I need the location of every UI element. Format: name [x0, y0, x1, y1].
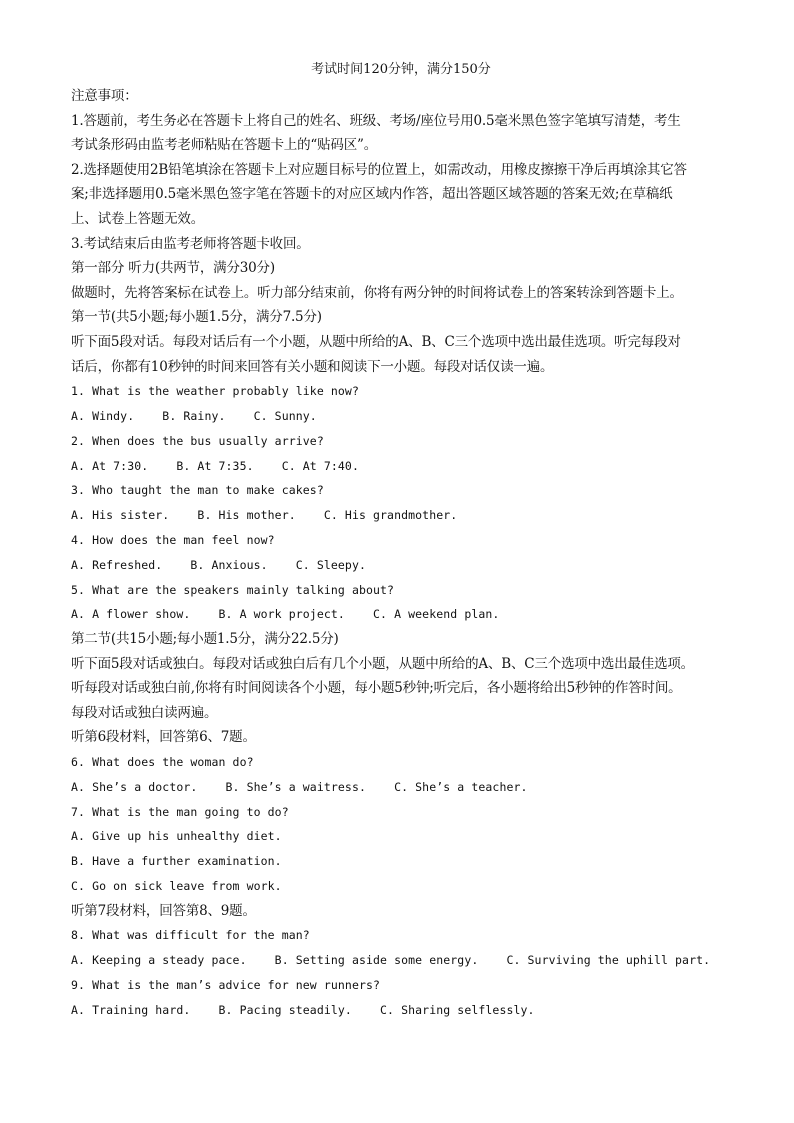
section-2-heading: 第二节(共15小题;每小题1.5分，满分22.5分) [71, 631, 339, 648]
notice-item-2-line-2: 案;非选择题用0.5毫米黑色签字笔在答题卡的对应区域内作答，超出答题区域答题的答案无效;在草稿纸 [71, 186, 673, 203]
part-1-heading: 第一部分 听力(共两节，满分30分) [71, 260, 275, 277]
part-1-instruction: 做题时，先将答案标在试卷上。听力部分结束前，你将有两分钟的时间将试卷上的答案转涂到答题卡上。 [71, 284, 683, 301]
section-1-heading: 第一节(共5小题;每小题1.5分，满分7.5分) [71, 309, 322, 326]
question-2-options: A. At 7:30. B. At 7:35. C. At 7:40. [71, 458, 359, 473]
section-1-instruction-line-2: 话后，你都有10秒钟的时间来回答有关小题和阅读下一小题。每段对话仅读一遍。 [71, 358, 554, 375]
section-2-instruction-line-1: 听下面5段对话或独白。每段对话或独白后有几个小题，从题中所给的A、B、C三个选项中选出最佳选项。 [71, 655, 694, 672]
question-3: 3. Who taught the man to make cakes? [71, 483, 324, 498]
section-2-instruction-line-2: 听每段对话或独白前,你将有时间阅读各个小题，每小题5秒钟;听完后，各小题将给出5秒钟的作答时间。 [71, 680, 682, 697]
question-7: 7. What is the man going to do? [71, 804, 289, 819]
question-6-options: A. She’s a doctor. B. She’s a waitress. C. She’s a teacher. [71, 779, 528, 794]
question-3-options: A. His sister. B. His mother. C. His grandmother. [71, 508, 458, 523]
question-7-option-a: A. Give up his unhealthy diet. [71, 829, 282, 844]
notice-item-2-line-1: 2.选择题使用2B铅笔填涂在答题卡上对应题目标号的位置上，如需改动，用橡皮擦擦干净后再填涂其它答 [71, 161, 687, 178]
notice-item-3: 3.考试结束后由监考老师将答题卡收回。 [71, 235, 310, 252]
question-8: 8. What was difficult for the man? [71, 928, 310, 943]
question-8-options: A. Keeping a steady pace. B. Setting aside some energy. C. Surviving the uphill part. [71, 953, 711, 968]
section-1-instruction-line-1: 听下面5段对话。每段对话后有一个小题，从题中所给的A、B、C三个选项中选出最佳选项。听完每段对 [71, 333, 681, 350]
section-2-instruction-line-3: 每段对话或独白读两遍。 [71, 704, 218, 721]
notice-item-1-line-1: 1.答题前，考生务必在答题卡上将自己的姓名、班级、考场/座位号用0.5毫米黑色签字笔填写清楚，考生 [71, 112, 681, 129]
question-7-option-b: B. Have a further examination. [71, 854, 282, 869]
question-9: 9. What is the man’s advice for new runners? [71, 978, 381, 993]
notice-heading: 注意事项： [71, 88, 138, 104]
notice-item-1-line-2: 考试条形码由监考老师粘贴在答题卡上的“贴码区”。 [71, 137, 378, 154]
material-7-heading: 听第7段材料，回答第8、9题。 [71, 902, 256, 919]
question-5: 5. What are the speakers mainly talking about? [71, 582, 395, 597]
notice-item-2-line-3: 上、试卷上答题无效。 [71, 210, 204, 227]
question-9-options: A. Training hard. B. Pacing steadily. C. Sharing selflessly. [71, 1002, 535, 1017]
question-4: 4. How does the man feel now? [71, 532, 275, 547]
question-1-options: A. Windy. B. Rainy. C. Sunny. [71, 408, 317, 423]
question-6: 6. What does the woman do? [71, 755, 254, 770]
question-5-options: A. A flower show. B. A work project. C. A weekend plan. [71, 607, 500, 622]
question-2: 2. When does the bus usually arrive? [71, 433, 324, 448]
material-6-heading: 听第6段材料，回答第6、7题。 [71, 729, 256, 746]
exam-time-title: 考试时间120分钟，满分150分 [311, 62, 491, 77]
question-7-option-c: C. Go on sick leave from work. [71, 879, 282, 894]
question-1: 1. What is the weather probably like now? [71, 384, 359, 399]
question-4-options: A. Refreshed. B. Anxious. C. Sleepy. [71, 557, 366, 572]
exam-page [71, 60, 731, 1023]
